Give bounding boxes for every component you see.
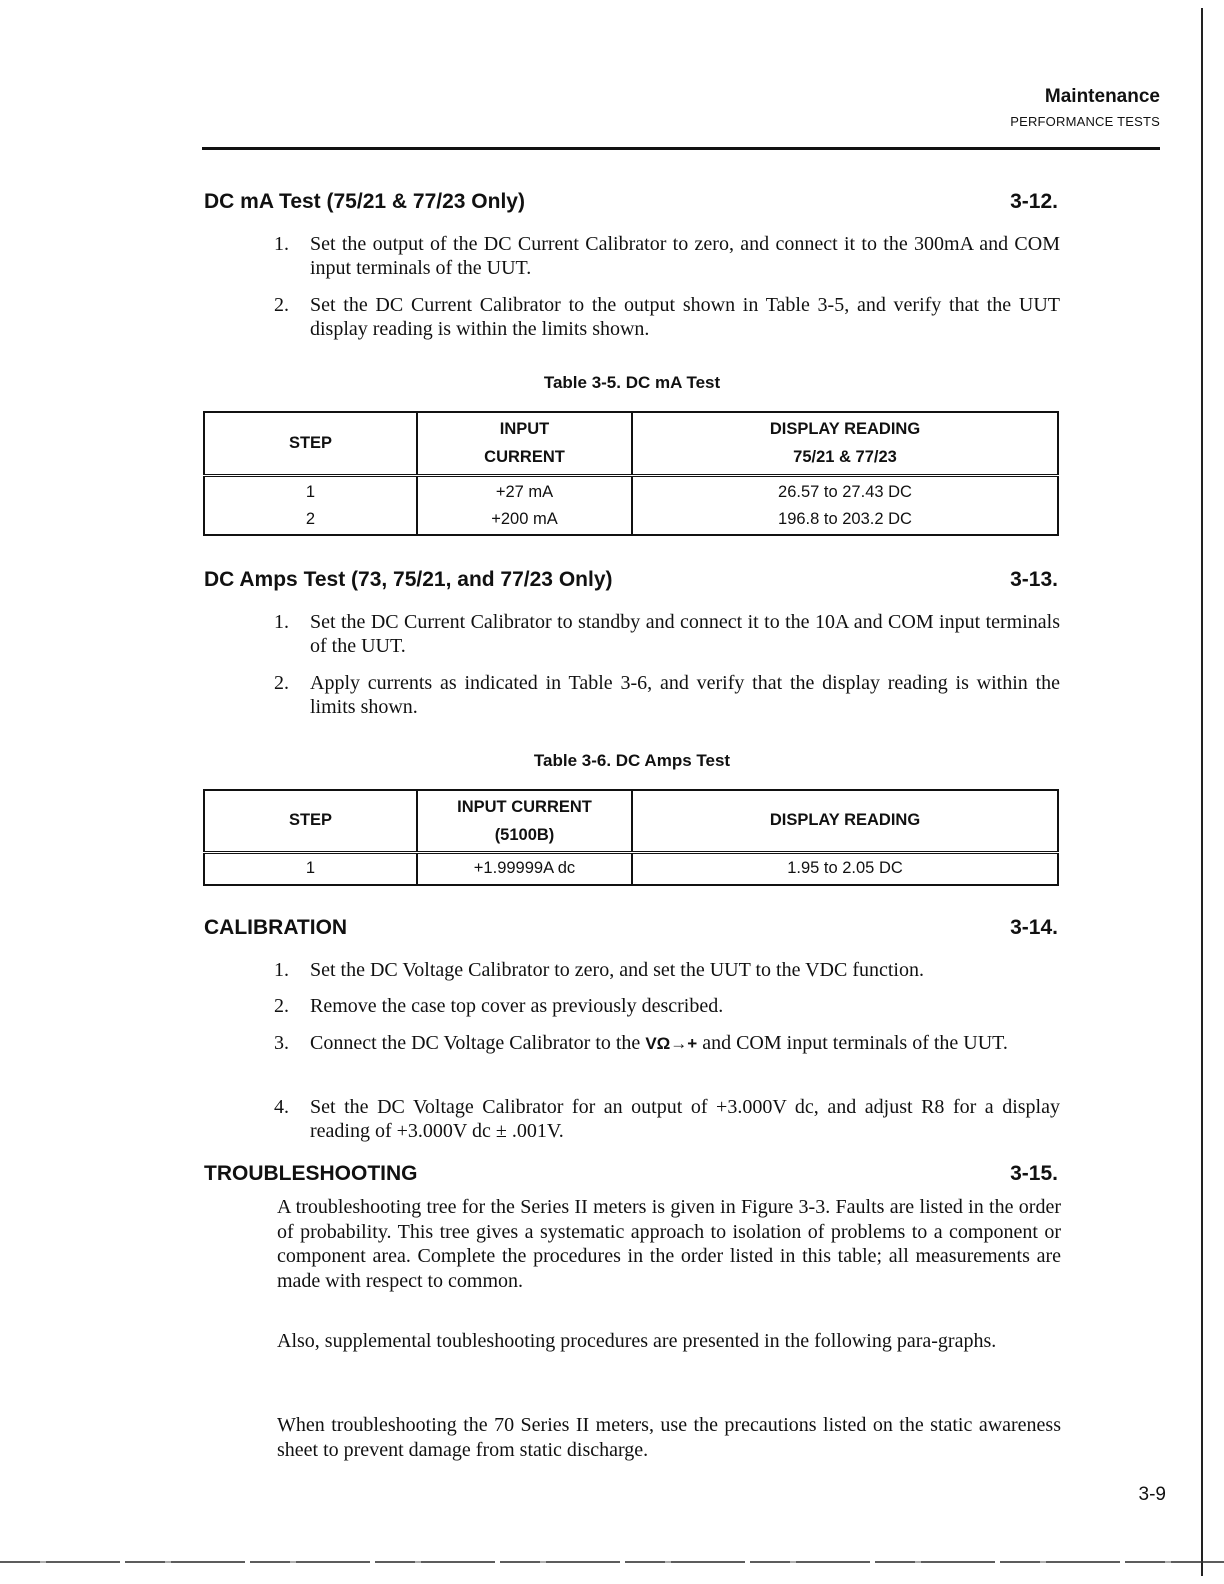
header-rule bbox=[202, 147, 1160, 150]
table-row: 1 +1.99999A dc 1.95 to 2.05 DC bbox=[204, 852, 1058, 885]
table-caption: Table 3-6. DC Amps Test bbox=[533, 751, 731, 770]
step-text: Remove the case top cover as previously described. bbox=[310, 995, 724, 1017]
heading-title: DC Amps Test (73, 75/21, and 77/23 Only) bbox=[204, 568, 613, 591]
step-text: Set the DC Voltage Calibrator for an output of +3.000V dc, and adjust R8 for a display reading of +3.000V dc ± .001V. bbox=[310, 1096, 1060, 1142]
table-dc-ma bbox=[203, 411, 1059, 536]
step-text: Set the DC Voltage Calibrator to zero, and set the UUT to the VDC function. bbox=[310, 959, 924, 981]
heading-title: TROUBLESHOOTING bbox=[204, 1162, 418, 1185]
step-text: Connect the DC Voltage Calibrator to the VΩ→+ and COM input terminals of the UUT. bbox=[310, 1032, 1008, 1054]
header-section-title: Maintenance bbox=[1044, 86, 1160, 107]
list-item: 2. Remove the case top cover as previously described. bbox=[274, 994, 1060, 1018]
step-text: Set the output of the DC Current Calibrator to zero, and connect it to the 300mA and COM input terminals of the UUT. bbox=[310, 233, 1060, 279]
heading-dc-ma-test bbox=[204, 190, 1058, 214]
step-text: Set the DC Current Calibrator to the output shown in Table 3-5, and verify that the UUT display reading is within the limits shown. bbox=[310, 294, 1060, 340]
heading-number: 3-12. bbox=[1010, 190, 1058, 213]
table-caption: Table 3-5. DC mA Test bbox=[543, 373, 721, 392]
list-item: 1. Set the DC Current Calibrator to standby and connect it to the 10A and COM input terminals of the UUT. bbox=[274, 611, 1060, 657]
list-item: 2. Apply currents as indicated in Table 3-6, and verify that the display reading is within the limits shown. bbox=[274, 672, 1060, 718]
heading-calibration bbox=[204, 916, 1058, 940]
table-dc-amps bbox=[203, 789, 1059, 886]
list-item: 4. Set the DC Voltage Calibrator for an output of +3.000V dc, and adjust R8 for a display reading of +3.000V dc ± .001V. bbox=[274, 1096, 1060, 1142]
col-header-display: DISPLAY READING bbox=[632, 790, 1058, 852]
paragraph: When troubleshooting the 70 Series II meters, use the precautions listed on the static awareness sheet to prevent damage from static discharge. bbox=[277, 1414, 1061, 1461]
table-row: 1 +27 mA 26.57 to 27.43 DC bbox=[204, 475, 1058, 505]
col-header-display: DISPLAY READING 75/21 & 77/23 bbox=[632, 412, 1058, 475]
page-number: 3-9 bbox=[1138, 1484, 1166, 1505]
list-item: 3. Connect the DC Voltage Calibrator to the VΩ→+ and COM input terminals of the UUT. bbox=[274, 1031, 1060, 1056]
heading-dc-amps-test bbox=[204, 568, 1058, 592]
col-header-step: STEP bbox=[204, 412, 417, 475]
table-row: 2 +200 mA 196.8 to 203.2 DC bbox=[204, 505, 1058, 535]
heading-number: 3-13. bbox=[1010, 568, 1058, 591]
list-item: 2. Set the DC Current Calibrator to the output shown in Table 3-5, and verify that the UUT display reading is within the limits shown. bbox=[274, 294, 1060, 340]
col-header-input: INPUT CURRENT bbox=[417, 412, 632, 475]
heading-title: CALIBRATION bbox=[204, 916, 348, 939]
terminal-label: VΩ→+ bbox=[645, 1034, 698, 1053]
heading-troubleshooting bbox=[204, 1162, 1058, 1186]
step-text: Apply currents as indicated in Table 3-6, and verify that the display reading is within the limits shown. bbox=[310, 672, 1060, 718]
page-edge-line bbox=[1201, 8, 1203, 1576]
bottom-scan-line bbox=[0, 1561, 1224, 1563]
paragraph: Also, supplemental toubleshooting procedures are presented in the following para-graphs. bbox=[277, 1330, 997, 1352]
heading-number: 3-15. bbox=[1010, 1162, 1058, 1185]
header-subsection-title: PERFORMANCE TESTS bbox=[1010, 114, 1160, 129]
col-header-input: INPUT CURRENT (5100B) bbox=[417, 790, 632, 852]
list-item: 1. Set the DC Voltage Calibrator to zero, and set the UUT to the VDC function. bbox=[274, 958, 1060, 982]
col-header-step: STEP bbox=[204, 790, 417, 852]
heading-title: DC mA Test (75/21 & 77/23 Only) bbox=[204, 190, 525, 213]
list-item: 1. Set the output of the DC Current Calibrator to zero, and connect it to the 300mA and COM input terminals of the UUT. bbox=[274, 233, 1060, 279]
heading-number: 3-14. bbox=[1010, 916, 1058, 939]
running-header bbox=[1010, 86, 1160, 129]
step-text: Set the DC Current Calibrator to standby and connect it to the 10A and COM input terminals of the UUT. bbox=[310, 611, 1060, 657]
paragraph: A troubleshooting tree for the Series II meters is given in Figure 3-3. Faults are listed in the order of probability. This tree gives a systematic approach to isolation of problems to a component or component area. Complete the procedures in the order listed in this table; all measurements are made with respect to common. bbox=[277, 1196, 1061, 1292]
